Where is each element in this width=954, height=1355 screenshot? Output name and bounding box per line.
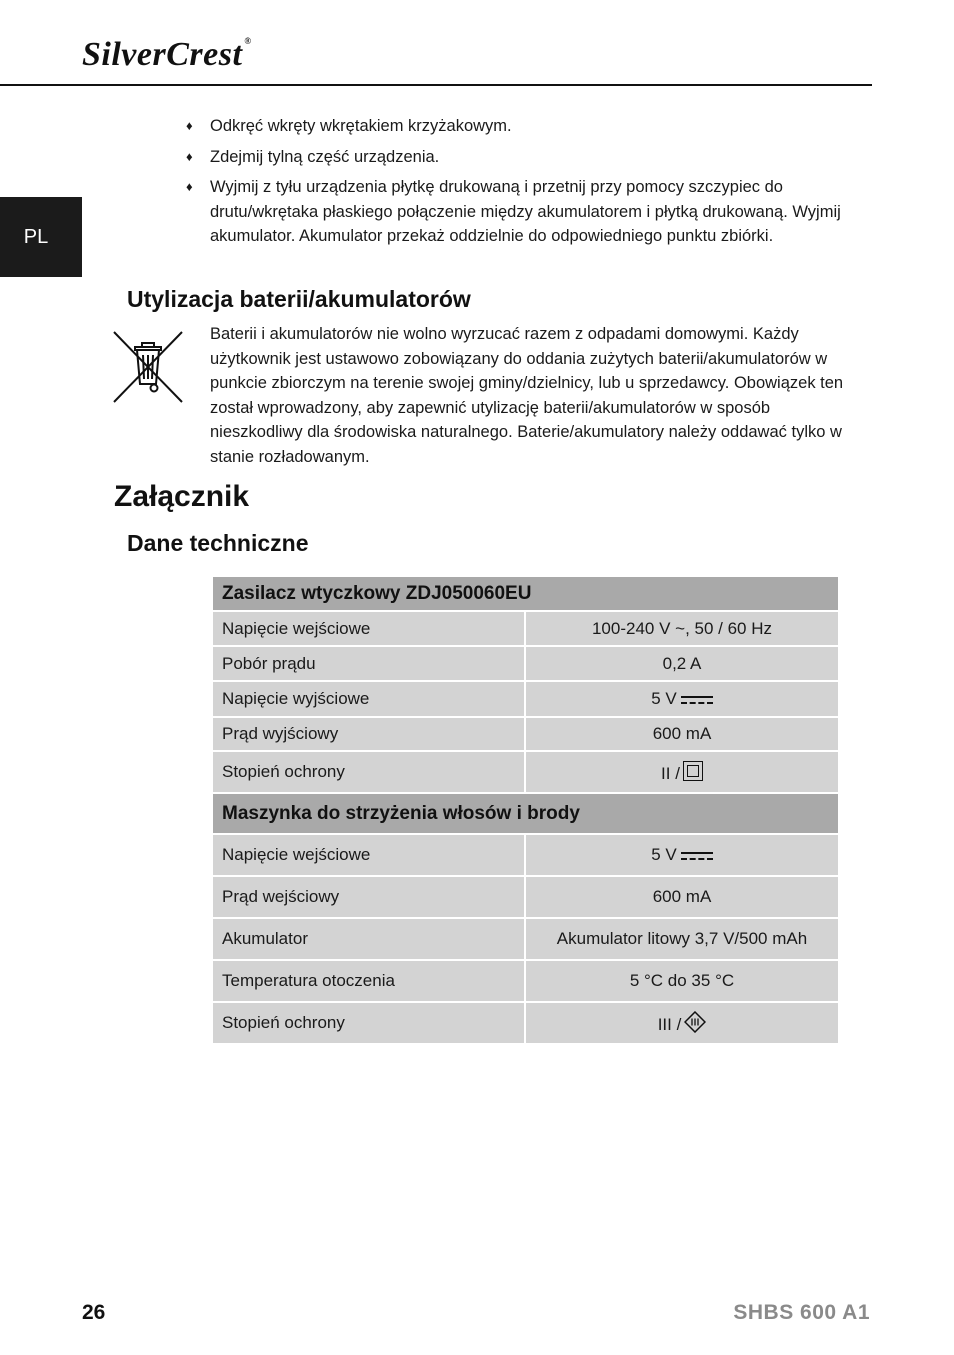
brand-logo: SilverCrest ® — [82, 36, 252, 73]
row-label: Pobór prądu — [212, 646, 525, 681]
dc-symbol-icon — [681, 695, 713, 705]
diamond-bullet-icon: ♦ — [186, 118, 193, 133]
row-value: 600 mA — [525, 717, 839, 751]
row-value: Akumulator litowy 3,7 V/500 mAh — [525, 918, 839, 960]
table-section-header — [212, 793, 839, 834]
disposal-text: Baterii i akumulatorów nie wolno wyrzucać razem z odpadami domowymi. Każdy użytkownik jest ustawowo zobowiązany do oddania zużytych baterii/akumulatorów w punkcie zbiorczym na terenie swojej gminy/dzielnicy, lub u sprzedawcy. Obowiązek ten został wprowadzony, aby zapewnić utylizację baterii/akumulatorów w sposób nieszkodliwy dla środowiska naturalnego. Baterie/akumulatory należy oddawać tylko w stanie rozładowanym. — [210, 325, 844, 466]
disposal-heading: Utylizacja baterii/akumulatorów — [127, 286, 471, 312]
row-label: Prąd wejściowy — [212, 876, 525, 918]
row-label: Stopień ochrony — [212, 1002, 525, 1044]
diamond-bullet-icon: ♦ — [186, 148, 193, 164]
table-row — [212, 717, 839, 751]
appendix-title: Załącznik — [114, 480, 250, 513]
row-value: 5 V — [525, 681, 839, 717]
language-tab: PL — [0, 197, 82, 277]
table-section-header — [212, 576, 839, 611]
row-value: 600 mA — [525, 876, 839, 918]
table-row — [212, 611, 839, 646]
row-label: Akumulator — [212, 918, 525, 960]
power-supply-header: Zasilacz wtyczkowy ZDJ050060EU — [212, 576, 839, 611]
row-value: II / — [525, 751, 839, 793]
list-item: ♦ Wyjmij z tyłu urządzenia płytkę drukowaną i przetnij przy pomocy szczypiec do drutu/wkrętaka płaskiego połączenie między akumulatorem i płytką drukowaną. Wyjmij akumulator. Akumulator przekaż oddzielnie do odpowiedniego punktu zbiórki. — [186, 175, 846, 249]
page-number: 26 — [82, 1301, 106, 1324]
row-value: 0,2 A — [525, 646, 839, 681]
class-ii-icon — [683, 761, 703, 781]
crossed-out-bin-icon — [112, 328, 184, 404]
table-row — [212, 681, 839, 717]
row-label: Napięcie wejściowe — [212, 834, 525, 876]
instruction-list — [186, 114, 846, 255]
table-row — [212, 876, 839, 918]
header-rule — [0, 84, 872, 86]
row-value: 5 °C do 35 °C — [525, 960, 839, 1002]
table-row — [212, 834, 839, 876]
table-row — [212, 1002, 839, 1044]
clipper-header: Maszynka do strzyżenia włosów i brody — [212, 793, 839, 834]
technical-data-heading: Dane techniczne — [127, 530, 309, 556]
table-row — [212, 751, 839, 793]
table-row — [212, 960, 839, 1002]
diamond-bullet-icon: ♦ — [186, 179, 193, 194]
row-label: Prąd wyjściowy — [212, 717, 525, 751]
row-value: 5 V — [525, 834, 839, 876]
list-item: ♦ Zdejmij tylną część urządzenia. — [186, 145, 846, 170]
dc-symbol-icon — [681, 851, 713, 861]
row-label: Napięcie wyjściowe — [212, 681, 525, 717]
row-label: Napięcie wejściowe — [212, 611, 525, 646]
table-row — [212, 646, 839, 681]
table-row — [212, 918, 839, 960]
class-iii-icon — [684, 1011, 706, 1033]
list-item: ♦ Odkręć wkręty wkrętakiem krzyżakowym. — [186, 114, 846, 139]
row-label: Temperatura otoczenia — [212, 960, 525, 1002]
row-value: III / — [525, 1002, 839, 1044]
row-label: Stopień ochrony — [212, 751, 525, 793]
model-number: SHBS 600 A1 — [733, 1301, 870, 1324]
row-value: 100-240 V ~, 50 / 60 Hz — [525, 611, 839, 646]
technical-data-table — [211, 575, 840, 1045]
